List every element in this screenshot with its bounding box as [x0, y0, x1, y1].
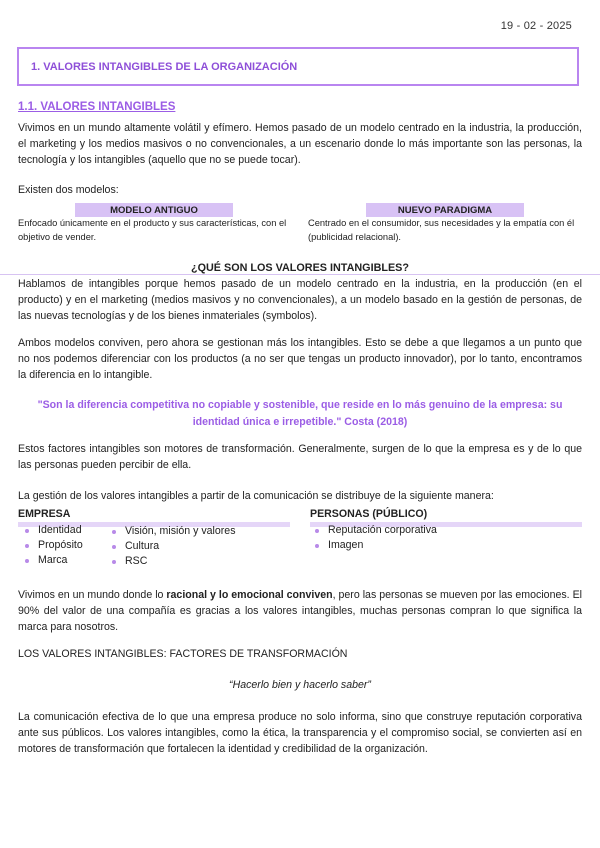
company-heading: EMPRESA	[18, 508, 71, 520]
list-item: Cultura	[107, 539, 236, 554]
old-model-heading: MODELO ANTIGUO	[75, 203, 233, 217]
bullet-icon	[25, 544, 29, 548]
bullet-icon	[315, 529, 319, 533]
new-paradigm-description: Centrado en el consumidor, sus necesidades y la empatía con él (publicidad relacional).	[308, 218, 575, 242]
bullet-icon	[315, 544, 319, 548]
company-list-col1	[20, 523, 83, 568]
list-item: RSC	[107, 554, 236, 569]
both-models-paragraph: Ambos modelos conviven, pero ahora se gestionan más los intangibles. Esto se debe a que llegamos a un punto que no nos podemos diferenciar con los productos (a no ser que tengas un producto innovador), por lo tanto, encontramos la diferencia en lo intangible.	[18, 337, 582, 381]
list-item: Reputación corporativa	[310, 523, 437, 538]
list-item: Marca	[20, 553, 83, 568]
question-paragraph: Hablamos de intangibles porque hemos pasado de un modelo centrado en la industria, en la producción (en el producto) y en el marketing (medios masivos y no convencionales), a un modelo basado en la gestión de personas, de las nuevas tecnologías y de los bienes inmateriales (symbolos).	[18, 278, 582, 322]
new-paradigm-heading: NUEVO PARADIGMA	[366, 203, 524, 217]
rational-emphasis: racional y lo emocional conviven	[166, 589, 333, 601]
list-item: Imagen	[310, 538, 437, 553]
quote-text: "Son la diferencia competitiva no copiable y sostenible, que reside en lo más genuino de la empresa: su identidad única e irrepetible." Costa (2018)	[37, 399, 563, 428]
rational-paragraph: Vivimos en un mundo donde lo racional y lo emocional conviven, pero las personas se mueven por las emociones. El 90% del valor de una compañía es gracias a los valores intangibles, muchas personas compran lo que significa la marca para nosotros.	[18, 589, 582, 633]
management-intro: La gestión de los valores intangibles a partir de la comunicación se distribuye de la siguiente manera:	[18, 490, 494, 502]
bullet-icon	[112, 545, 116, 549]
factors-title: LOS VALORES INTANGIBLES: FACTORES DE TRANSFORMACIÓN	[18, 648, 348, 660]
list-item: Propósito	[20, 538, 83, 553]
models-intro: Existen dos modelos:	[18, 184, 119, 196]
bullet-icon	[25, 529, 29, 533]
motto: “Hacerlo bien y hacerlo saber”	[229, 679, 371, 691]
document-date: 19 - 02 - 2025	[500, 20, 572, 32]
section-title-box	[17, 47, 579, 86]
bullet-icon	[25, 559, 29, 563]
old-model-description: Enfocado únicamente en el producto y sus características, con el objetivo de vender.	[18, 218, 287, 242]
intro-paragraph: Vivimos en un mundo altamente volátil y efímero. Hemos pasado de un modelo centrado en la industria, la producción, el marketing y los medios masivos o no convencionales, a un escenario donde lo más importante son las personas, la tecnología y los intangibles (aquello que no se puede tocar).	[18, 122, 582, 166]
list-item: Visión, misión y valores	[107, 524, 236, 539]
section-title: 1. VALORES INTANGIBLES DE LA ORGANIZACIÓN	[31, 60, 298, 73]
people-list	[310, 523, 437, 553]
motors-paragraph: Estos factores intangibles son motores de transformación. Generalmente, surgen de lo que la empresa es y de lo que las personas pueden percibir de ella.	[18, 443, 582, 471]
subsection-title: 1.1. VALORES INTANGIBLES	[18, 101, 176, 113]
list-item: Identidad	[20, 523, 83, 538]
question-heading: ¿QUÉ SON LOS VALORES INTANGIBLES?	[191, 262, 409, 274]
bullet-icon	[112, 530, 116, 534]
question-divider	[0, 274, 600, 275]
final-paragraph: La comunicación efectiva de lo que una empresa produce no solo informa, sino que construye reputación corporativa ante sus públicos. Los valores intangibles, como la ética, la transparencia y el compromiso social, se convierten así en motores de transformación que fortalecen la identidad y credibilidad de la organización.	[18, 711, 582, 755]
bullet-icon	[112, 560, 116, 564]
people-heading: PERSONAS (PÚBLICO)	[310, 508, 428, 520]
company-list-col2	[107, 524, 236, 569]
